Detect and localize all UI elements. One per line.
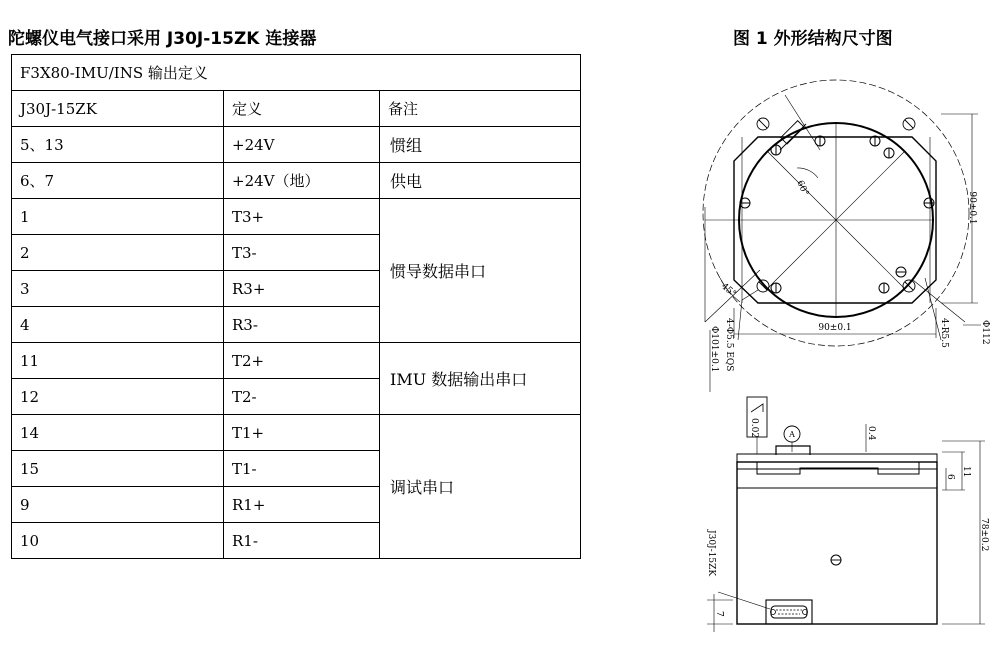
note-cell: 调试串口 xyxy=(380,415,581,559)
definition-cell: R1+ xyxy=(224,487,380,523)
document-title: 陀螺仪电气接口采用 J30J-15ZK 连接器 xyxy=(8,29,317,49)
angle-45-label: 45° xyxy=(719,281,738,300)
pin-cell: 2 xyxy=(12,235,224,271)
dim-6-label: 6 xyxy=(945,474,955,480)
table-row xyxy=(12,199,581,235)
table-header-row xyxy=(12,91,581,127)
note-cell: 惯导数据串口 xyxy=(380,199,581,343)
pin-cell: 3 xyxy=(12,271,224,307)
table-row xyxy=(12,127,581,163)
header-definition: 定义 xyxy=(224,91,380,127)
table-caption-row xyxy=(12,55,581,91)
dim-11-label: 11 xyxy=(961,466,971,478)
definition-cell: R3+ xyxy=(224,271,380,307)
pin-definition-table xyxy=(11,54,581,559)
definition-cell: T2- xyxy=(224,379,380,415)
width-dimension-label: 90±0.1 xyxy=(818,323,852,333)
height-dimension-label: 90±0.1 xyxy=(967,191,977,225)
table-row xyxy=(12,415,581,451)
pin-cell: 5、13 xyxy=(12,127,224,163)
diameter-101-label: Φ101±0.1 xyxy=(709,326,719,373)
pin-cell: 11 xyxy=(12,343,224,379)
definition-cell: T1- xyxy=(224,451,380,487)
header-note: 备注 xyxy=(380,91,581,127)
pin-cell: 10 xyxy=(12,523,224,559)
header-connector: J30J-15ZK xyxy=(12,91,224,127)
figure-caption: 图 1 外形结构尺寸图 xyxy=(733,29,893,49)
pin-cell: 9 xyxy=(12,487,224,523)
pin-cell: 6、7 xyxy=(12,163,224,199)
pin-cell: 12 xyxy=(12,379,224,415)
pin-cell: 14 xyxy=(12,415,224,451)
angle-60-label: 60° xyxy=(794,179,811,198)
connector-icon xyxy=(766,600,812,624)
diameter-112-label: Φ112 xyxy=(980,320,990,345)
definition-cell: T3+ xyxy=(224,199,380,235)
dim-78-label: 78±0.2 xyxy=(979,518,989,552)
dim-04-label: 0.4 xyxy=(866,426,876,441)
outline-dimension-drawing xyxy=(700,75,990,649)
table-caption: F3X80-IMU/INS 输出定义 xyxy=(12,55,581,91)
dim-7-label: 7 xyxy=(714,611,724,617)
radius-label: 4-R5.5 xyxy=(939,318,949,348)
datum-label: A xyxy=(789,430,795,439)
definition-cell: T2+ xyxy=(224,343,380,379)
definition-cell: T3- xyxy=(224,235,380,271)
table-row xyxy=(12,343,581,379)
definition-cell: T1+ xyxy=(224,415,380,451)
note-cell: 供电 xyxy=(380,163,581,199)
definition-cell: +24V（地） xyxy=(224,163,380,199)
definition-cell: R1- xyxy=(224,523,380,559)
flatness-label: 0.02 xyxy=(749,418,759,439)
pin-cell: 15 xyxy=(12,451,224,487)
definition-cell: +24V xyxy=(224,127,380,163)
note-cell: IMU 数据输出串口 xyxy=(380,343,581,415)
pin-cell: 1 xyxy=(12,199,224,235)
note-cell: 惯组 xyxy=(380,127,581,163)
connector-model-label: J30J-15ZK xyxy=(706,530,716,577)
table-row xyxy=(12,163,581,199)
pin-cell: 4 xyxy=(12,307,224,343)
holes-label: 4-Φ5.5 EQS xyxy=(724,318,734,372)
definition-cell: R3- xyxy=(224,307,380,343)
